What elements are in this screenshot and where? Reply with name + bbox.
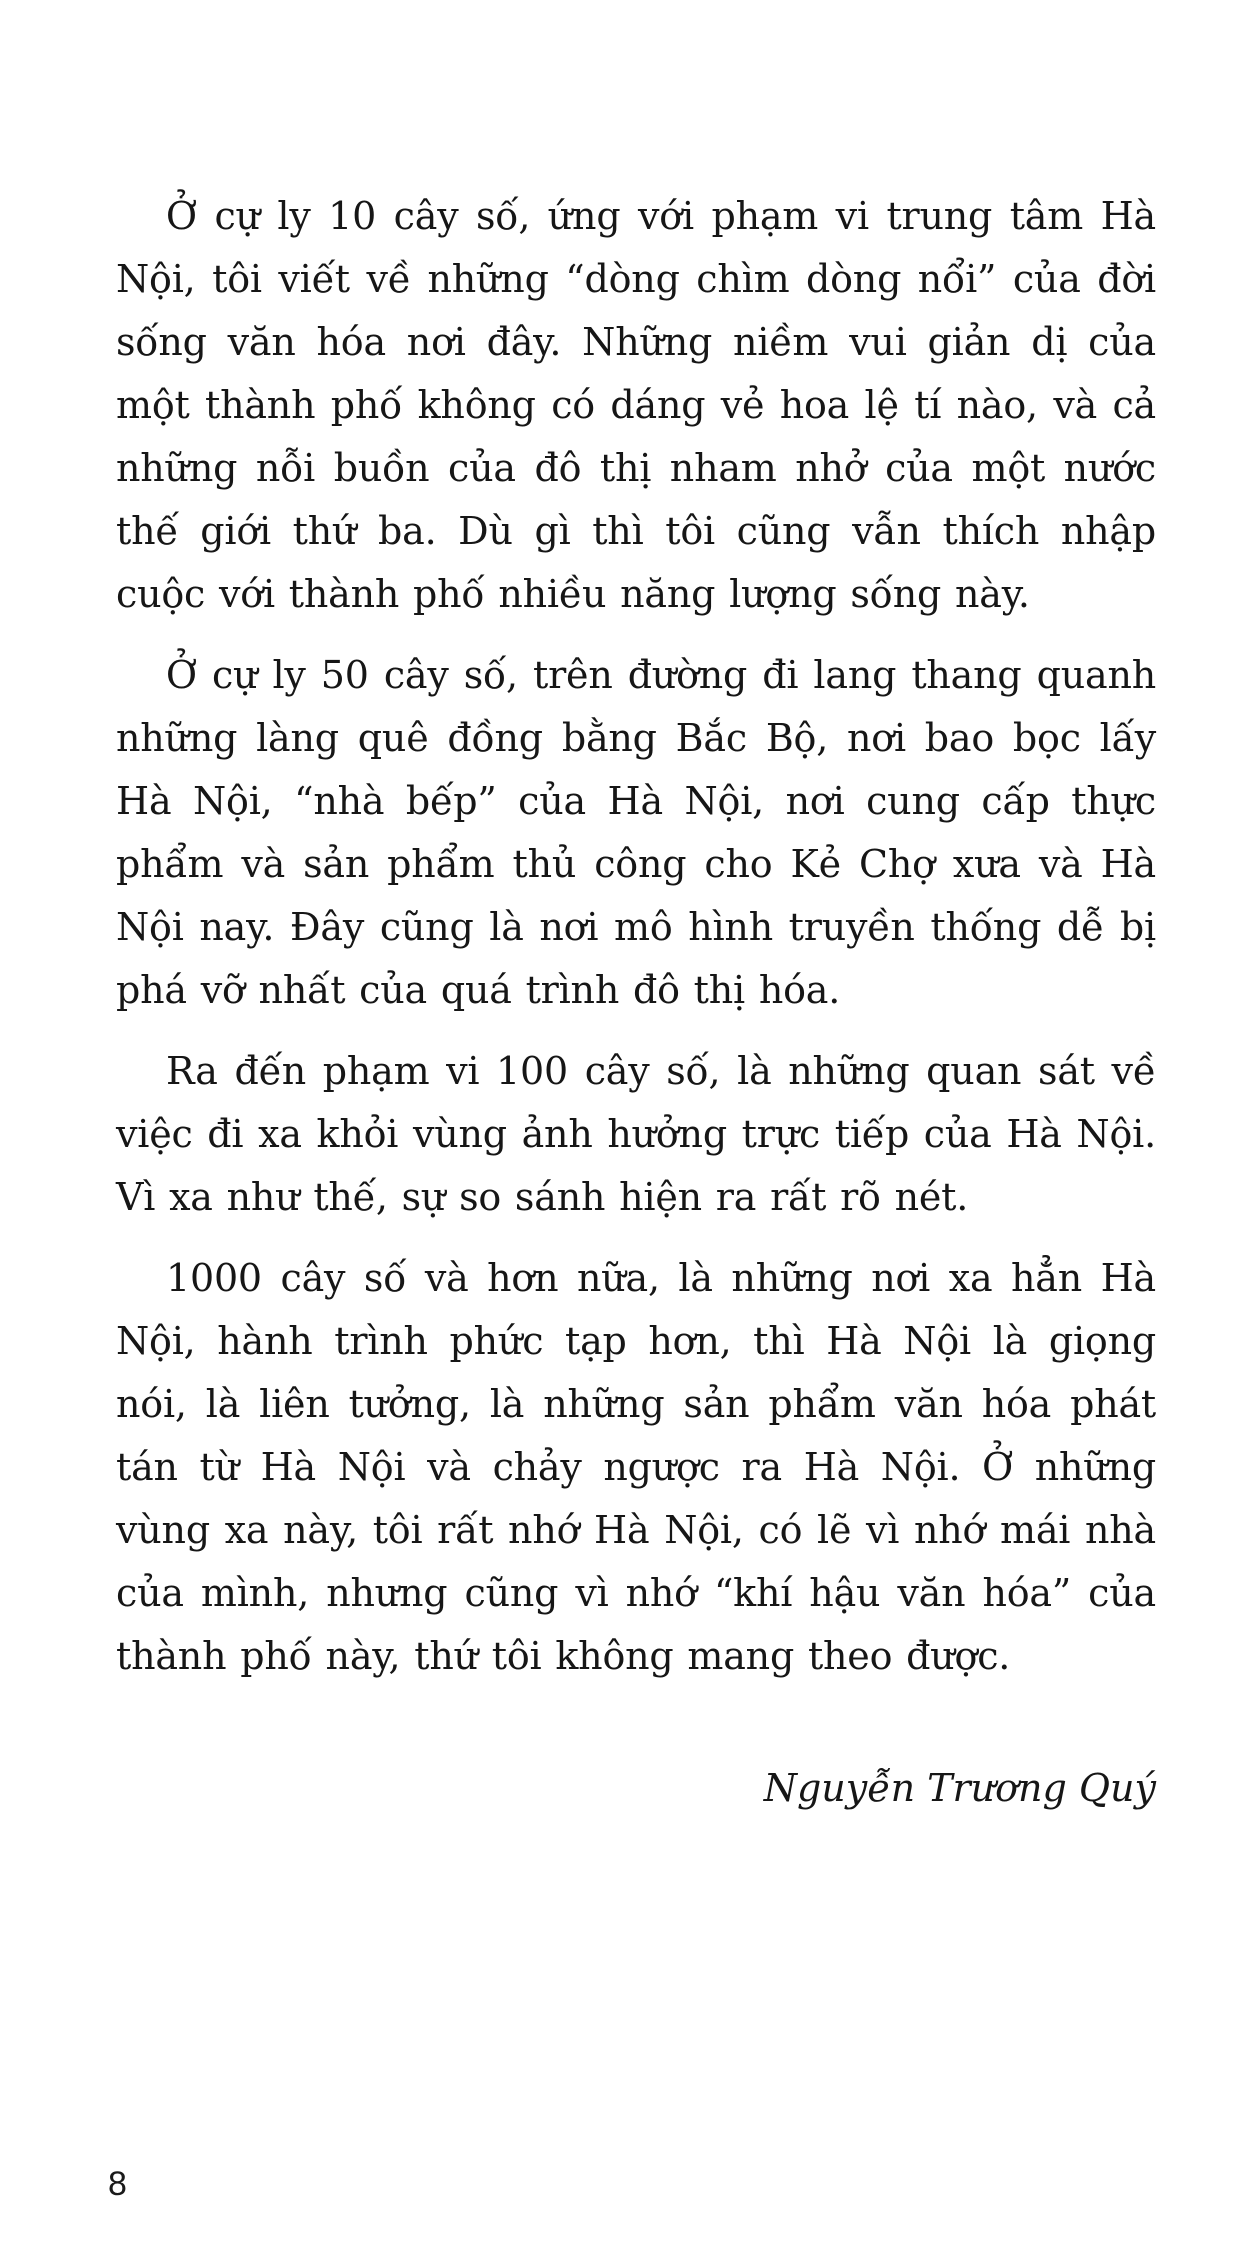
author-signature: Nguyễn Trương Quý bbox=[763, 1766, 1156, 1810]
paragraph-1000km: 1000 cây số và hơn nữa, là những nơi xa hẳn Hà Nội, hành trình phức tạp hơn, thì Hà Nội là giọng nói, là liên tưởng, là những sản phẩm văn hóa phát tán từ Hà Nội và chảy ngược ra Hà Nội. Ở những vùng xa này, tôi rất nhớ Hà Nội, có lẽ vì nhớ mái nhà của mình, nhưng cũng vì nhớ “khí hậu văn hóa” của thành phố này, thứ tôi không mang theo được. bbox=[116, 1256, 1156, 1678]
paragraph-10km: Ở cự ly 10 cây số, ứng với phạm vi trung tâm Hà Nội, tôi viết về những “dòng chìm dòng nổi” của đời sống văn hóa nơi đây. Những niềm vui giản dị của một thành phố không có dáng vẻ hoa lệ tí nào, và cả những nỗi buồn của đô thị nham nhở của một nước thế giới thứ ba. Dù gì thì tôi cũng vẫn thích nhập cuộc với thành phố nhiều năng lượng sống này. bbox=[116, 194, 1156, 616]
page-number: 8 bbox=[108, 2165, 127, 2203]
paragraph-50km: Ở cự ly 50 cây số, trên đường đi lang thang quanh những làng quê đồng bằng Bắc Bộ, nơi bao bọc lấy Hà Nội, “nhà bếp” của Hà Nội, nơi cung cấp thực phẩm và sản phẩm thủ công cho Kẻ Chợ xưa và Hà Nội nay. Đây cũng là nơi mô hình truyền thống dễ bị phá vỡ nhất của quá trình đô thị hóa. bbox=[116, 653, 1156, 1012]
paragraph-100km: Ra đến phạm vi 100 cây số, là những quan sát về việc đi xa khỏi vùng ảnh hưởng trực tiếp của Hà Nội. Vì xa như thế, sự so sánh hiện ra rất rõ nét. bbox=[116, 1049, 1156, 1219]
body-text bbox=[116, 185, 1156, 1706]
